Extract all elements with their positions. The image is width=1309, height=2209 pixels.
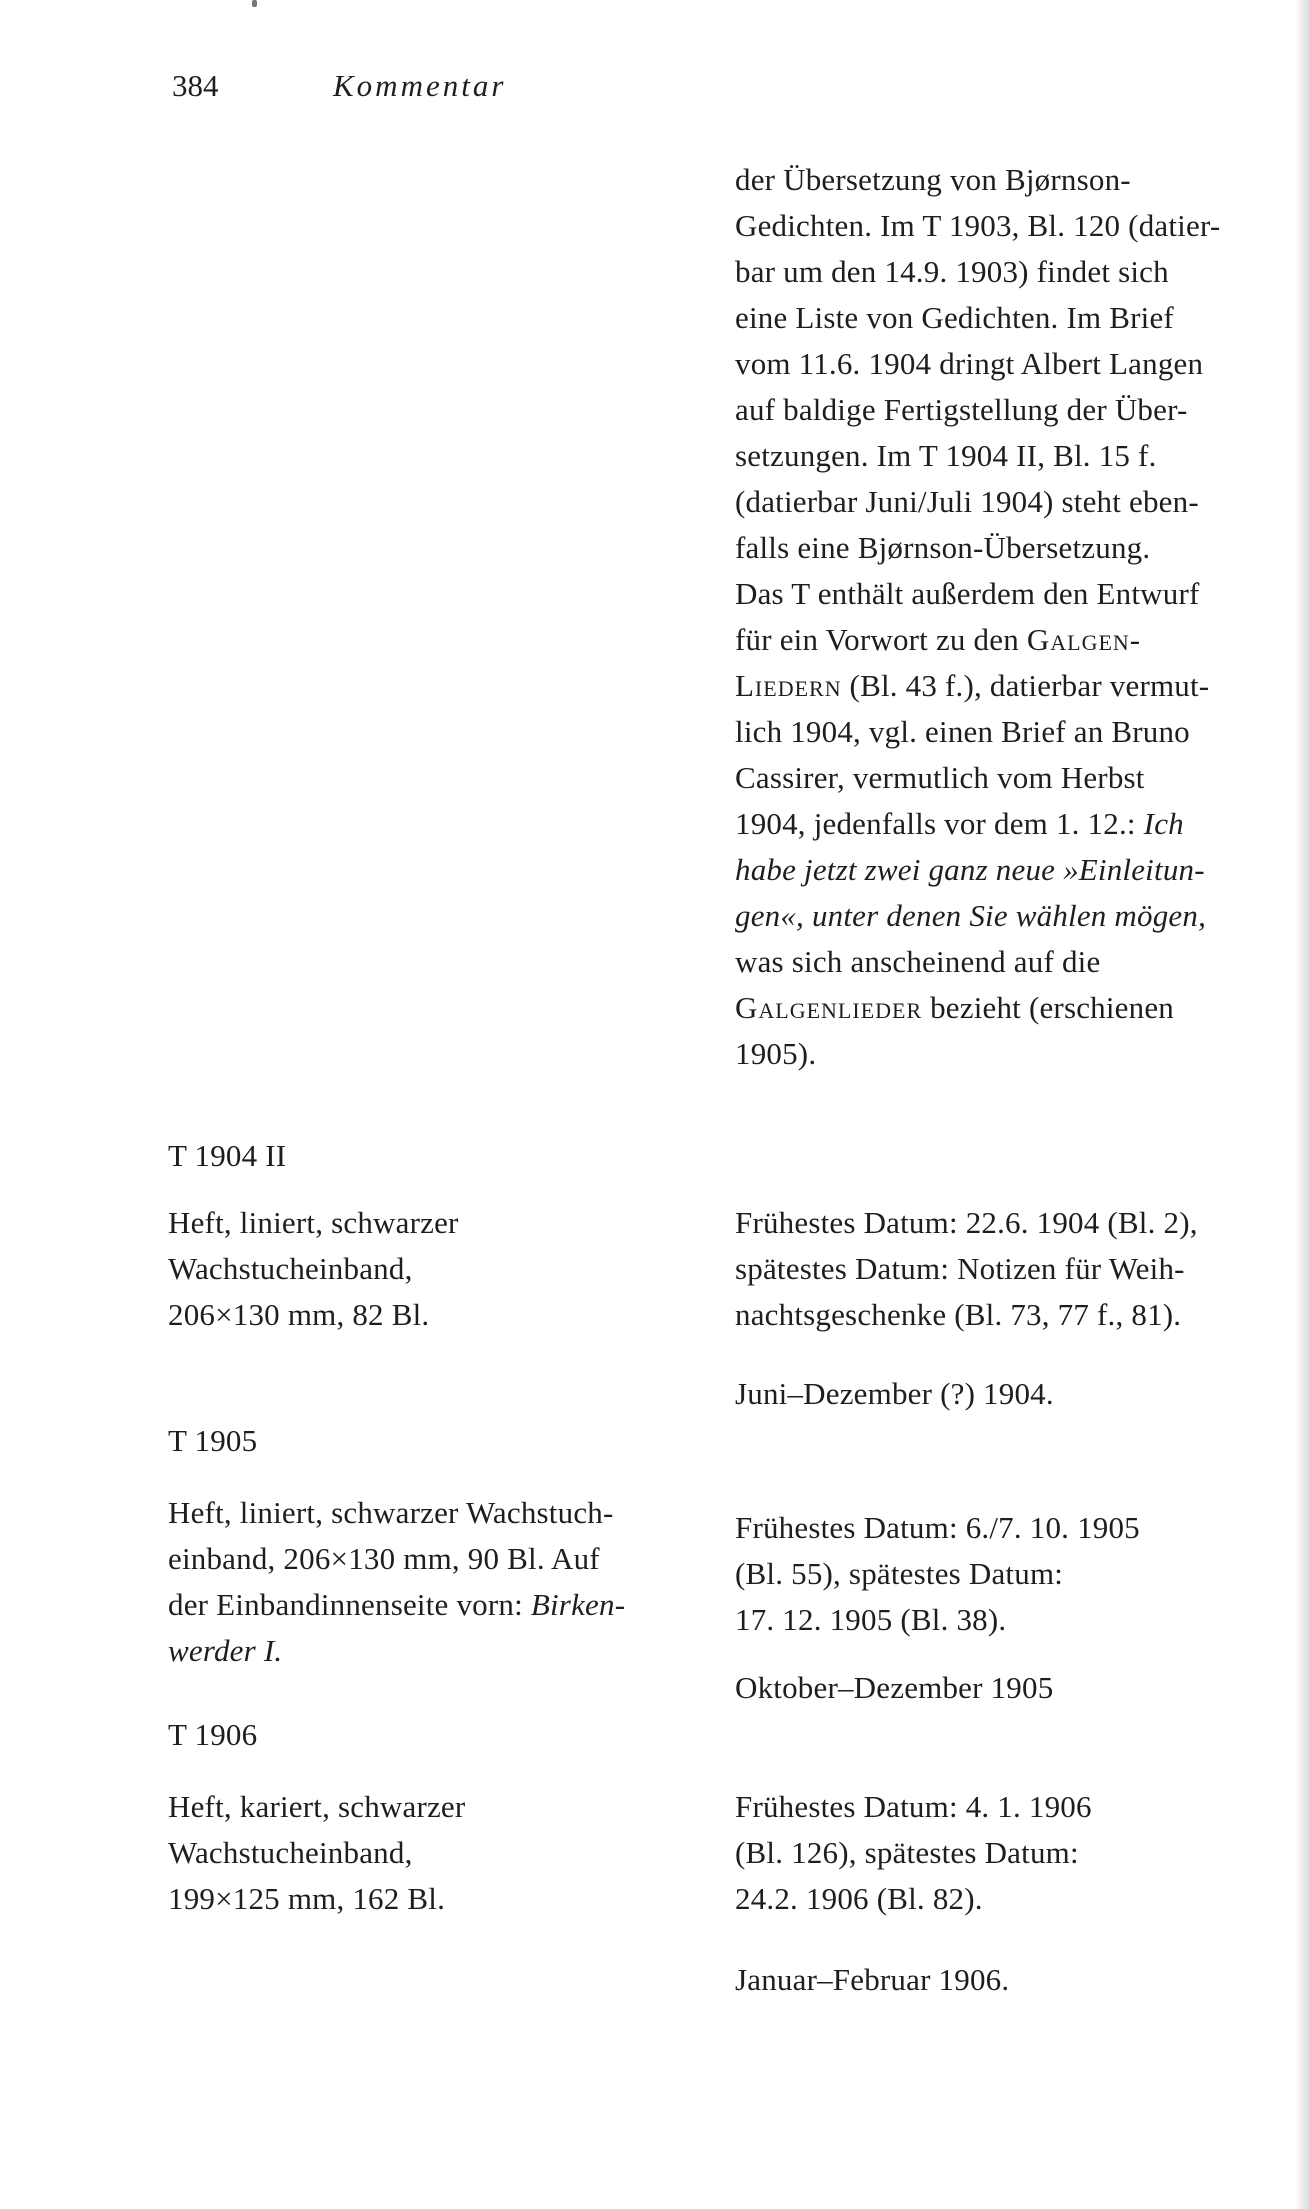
entry-siglum: T 1906 [168, 1717, 258, 1752]
text-span: 1904, jedenfalls vor dem 1. 12.: [735, 806, 1144, 841]
date-line: Frühestes Datum: 6./7. 10. 1905 [735, 1510, 1140, 1545]
description-line [168, 1585, 625, 1625]
text-line [735, 988, 1174, 1028]
text-span: (Bl. 43 f.), datierbar vermut- [841, 668, 1210, 703]
running-title: Kommentar [333, 68, 507, 103]
date-line: nachtsgeschenke (Bl. 73, 77 f., 81). [735, 1297, 1182, 1332]
description-line: einband, 206×130 mm, 90 Bl. Auf [168, 1541, 600, 1576]
description-line: Heft, liniert, schwarzer Wachstuch- [168, 1495, 614, 1530]
siglum-text: T 1904 II [168, 1138, 287, 1173]
text-line [735, 896, 1206, 936]
text-line: Cassirer, vermutlich vom Herbst [735, 760, 1145, 795]
text-line: Gedichten. Im T 1903, Bl. 120 (datier- [735, 208, 1221, 243]
work-title-galgenlieder: Galgenlieder [735, 990, 923, 1025]
quote-text: habe jetzt zwei ganz neue »Einleitun- [735, 852, 1205, 887]
text-span: bezieht (erschienen [922, 990, 1175, 1025]
inscription-text: Birken- [530, 1587, 626, 1622]
text-span: für ein Vorwort zu den [735, 622, 1027, 657]
description-line: 206×130 mm, 82 Bl. [168, 1297, 430, 1332]
inscription-text: werder I. [168, 1633, 283, 1668]
date-line: Frühestes Datum: 4. 1. 1906 [735, 1789, 1092, 1824]
work-title-galgen: Galgen- [1026, 622, 1142, 657]
page-number: 384 [172, 68, 219, 103]
date-range: Juni–Dezember (?) 1904. [735, 1376, 1054, 1411]
scan-speck [252, 0, 257, 7]
text-line [735, 804, 1184, 844]
entry-siglum: T 1905 [168, 1423, 258, 1458]
date-range: Oktober–Dezember 1905 [735, 1670, 1054, 1705]
description-line: Heft, kariert, schwarzer [168, 1789, 466, 1824]
description-line: 199×125 mm, 162 Bl. [168, 1881, 446, 1916]
date-range: Januar–Februar 1906. [735, 1962, 1010, 1997]
description-line [168, 1631, 282, 1671]
text-line: 1905). [735, 1036, 817, 1071]
description-line: Heft, liniert, schwarzer [168, 1205, 459, 1240]
date-line: (Bl. 55), spätestes Datum: [735, 1556, 1064, 1591]
date-line: 17. 12. 1905 (Bl. 38). [735, 1602, 1007, 1637]
description-line: Wachstucheinband, [168, 1835, 413, 1870]
text-line: eine Liste von Gedichten. Im Brief [735, 300, 1174, 335]
page-edge-shadow [1295, 0, 1309, 2209]
text-line: vom 11.6. 1904 dringt Albert Langen [735, 346, 1204, 381]
text-line: was sich anscheinend auf die [735, 944, 1101, 979]
text-line: lich 1904, vgl. einen Brief an Bruno [735, 714, 1190, 749]
description-line: Wachstucheinband, [168, 1251, 413, 1286]
text-line: setzungen. Im T 1904 II, Bl. 15 f. [735, 438, 1157, 473]
text-line: bar um den 14.9. 1903) findet sich [735, 254, 1169, 289]
quote-text: gen«, unter denen Sie wählen mögen, [735, 898, 1207, 933]
date-line: Frühestes Datum: 22.6. 1904 (Bl. 2), [735, 1205, 1198, 1240]
text-line: auf baldige Fertigstellung der Über- [735, 392, 1188, 427]
text-span: der Einbandinnenseite vorn: [168, 1587, 531, 1622]
date-line: spätestes Datum: Notizen für Weih- [735, 1251, 1185, 1286]
text-line [735, 620, 1141, 660]
text-line [735, 666, 1209, 706]
text-line [735, 850, 1205, 890]
text-line: der Übersetzung von Bjørnson- [735, 162, 1131, 197]
text-line: Das T enthält außerdem den Entwurf [735, 576, 1200, 611]
quote-text: Ich [1143, 806, 1184, 841]
work-title-liedern: Liedern [735, 668, 842, 703]
text-line: falls eine Bjørnson-Übersetzung. [735, 530, 1151, 565]
date-line: 24.2. 1906 (Bl. 82). [735, 1881, 983, 1916]
entry-siglum [168, 1136, 286, 1176]
text-line: (datierbar Juni/Juli 1904) steht eben- [735, 484, 1199, 519]
date-line: (Bl. 126), spätestes Datum: [735, 1835, 1079, 1870]
